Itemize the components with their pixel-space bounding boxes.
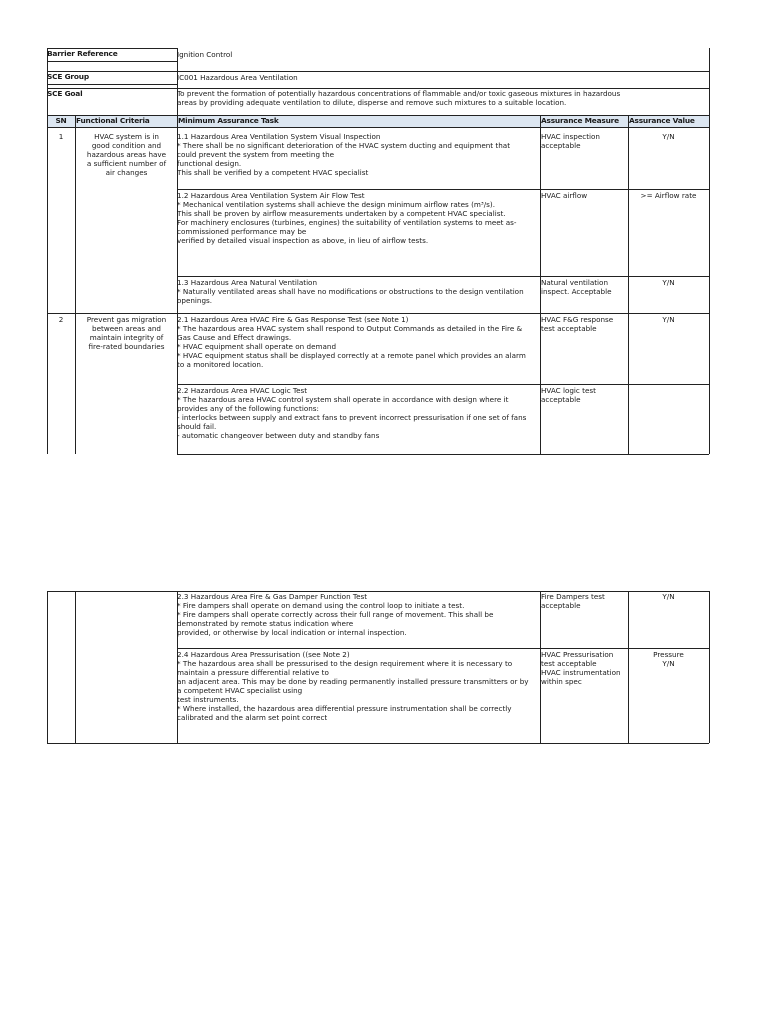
column-header-functional-criteria: Functional Criteria [76,116,150,125]
divider [47,61,177,62]
measure-cell: Fire Dampers test acceptable [541,592,605,610]
value-cell: Y/N [662,315,675,324]
functional-criteria-cell: HVAC system is in good condition and hazardous areas have a sufficient number of air changes [86,132,167,177]
divider [47,591,48,743]
task-cell: 1.2 Hazardous Area Ventilation System Air Flow Test * Mechanical ventilation systems shall achieve the design minimum airflow rates (m³/s). This shall be proven by airflow measurements undertaken by a competent HVAC specialist. For machinery enclosures (turbines, engines) the suitability of ventilation systems to meet as- commissioned performance may be verified by detailed visual inspection as above, in lieu of airflow tests. [177,191,517,245]
sce-goal-label: SCE Goal [47,89,83,98]
column-header-value: Assurance Value [629,116,695,125]
task-cell: 2.4 Hazardous Area Pressurisation ((see Note 2) * The hazardous area shall be pressurised to the design requirement where it is necessary to maintain a pressure differential relative to an adjacent area. This may be done by reading permanently installed pressure transmitters or by a competent HVAC specialist using test instruments. * Where installed, the hazardous area differential pressure instrumentation shall be correctly calibrated and the alarm set point correct [177,650,529,722]
divider [47,48,48,454]
measure-cell: HVAC F&G response test acceptable [541,315,614,333]
measure-cell: HVAC airflow [541,191,588,200]
barrier-reference-value: Ignition Control [177,50,233,59]
sce-group-value: IC001 Hazardous Area Ventilation [177,73,298,82]
task-cell: 2.2 Hazardous Area HVAC Logic Test * The hazardous area HVAC control system shall operate in accordance with design where it provides any of the following functions: - interlocks between supply and extract fans to prevent incorrect pressurisation if one set of fans should fail. - automatic changeover between duty and standby fans [177,386,527,440]
value-cell: Y/N [662,132,675,141]
divider [177,384,709,385]
divider [47,127,709,128]
measure-cell: Natural ventilation inspect. Acceptable [541,278,612,296]
divider [709,48,710,454]
value-cell: Y/N [662,278,675,287]
row-sn: 1 [58,132,64,141]
divider [47,71,709,72]
column-header-sn: SN [55,116,67,125]
task-cell: 1.3 Hazardous Area Natural Ventilation * Naturally ventilated areas shall have no modifications or obstructions to the design ventilation openings. [177,278,524,305]
sce-goal-line-2: areas by providing adequate ventilation to dilute, disperse and remove such mixtures to a suitable location. [177,98,567,107]
value-cell: Y/N [662,592,675,601]
value-cell: >= Airflow rate [640,191,697,200]
column-header-task: Minimum Assurance Task [178,116,279,125]
task-cell: 2.3 Hazardous Area Fire & Gas Damper Function Test * Fire dampers shall operate on demand using the control loop to initiate a test. * Fire dampers shall operate correctly across their full range of movement. This shall be demonstrated by remote status indication where provided, or otherwise by local indication or internal inspection. [177,592,494,637]
divider [47,84,177,85]
divider [47,313,709,314]
divider [47,743,709,744]
task-cell: 1.1 Hazardous Area Ventilation System Visual Inspection * There shall be no significant deterioration of the HVAC system ducting and equipment that could prevent the system from meeting the functional design. This shall be verified by a competent HVAC specialist [177,132,511,177]
divider [177,189,709,190]
value-cell: Pressure Y/N [653,650,684,668]
sce-group-label: SCE Group [47,72,89,81]
measure-cell: HVAC logic test acceptable [541,386,596,404]
measure-cell: HVAC inspection acceptable [541,132,600,150]
task-cell: 2.1 Hazardous Area HVAC Fire & Gas Response Test (see Note 1) * The hazardous area HVAC system shall respond to Output Commands as detailed in the Fire & Gas Cause and Effect drawings. * HVAC equipment shall operate on demand * HVAC equipment status shall be displayed correctly at a remote panel which provides an alarm to a monitored location. [177,315,526,369]
barrier-reference-label: Barrier Reference [47,49,118,58]
divider [177,454,709,455]
row-sn: 2 [58,315,64,324]
measure-cell: HVAC Pressurisation test acceptable HVAC instrumentation within spec [541,650,621,686]
divider [709,591,710,743]
functional-criteria-cell: Prevent gas migration between areas and maintain integrity of fire-rated boundaries [86,315,167,351]
divider [177,276,709,277]
divider [75,591,76,743]
divider [177,648,709,649]
sce-goal-line-1: To prevent the formation of potentially hazardous concentrations of flammable and/or toxic gaseous mixtures in hazardous [177,89,621,98]
column-header-measure: Assurance Measure [541,116,619,125]
